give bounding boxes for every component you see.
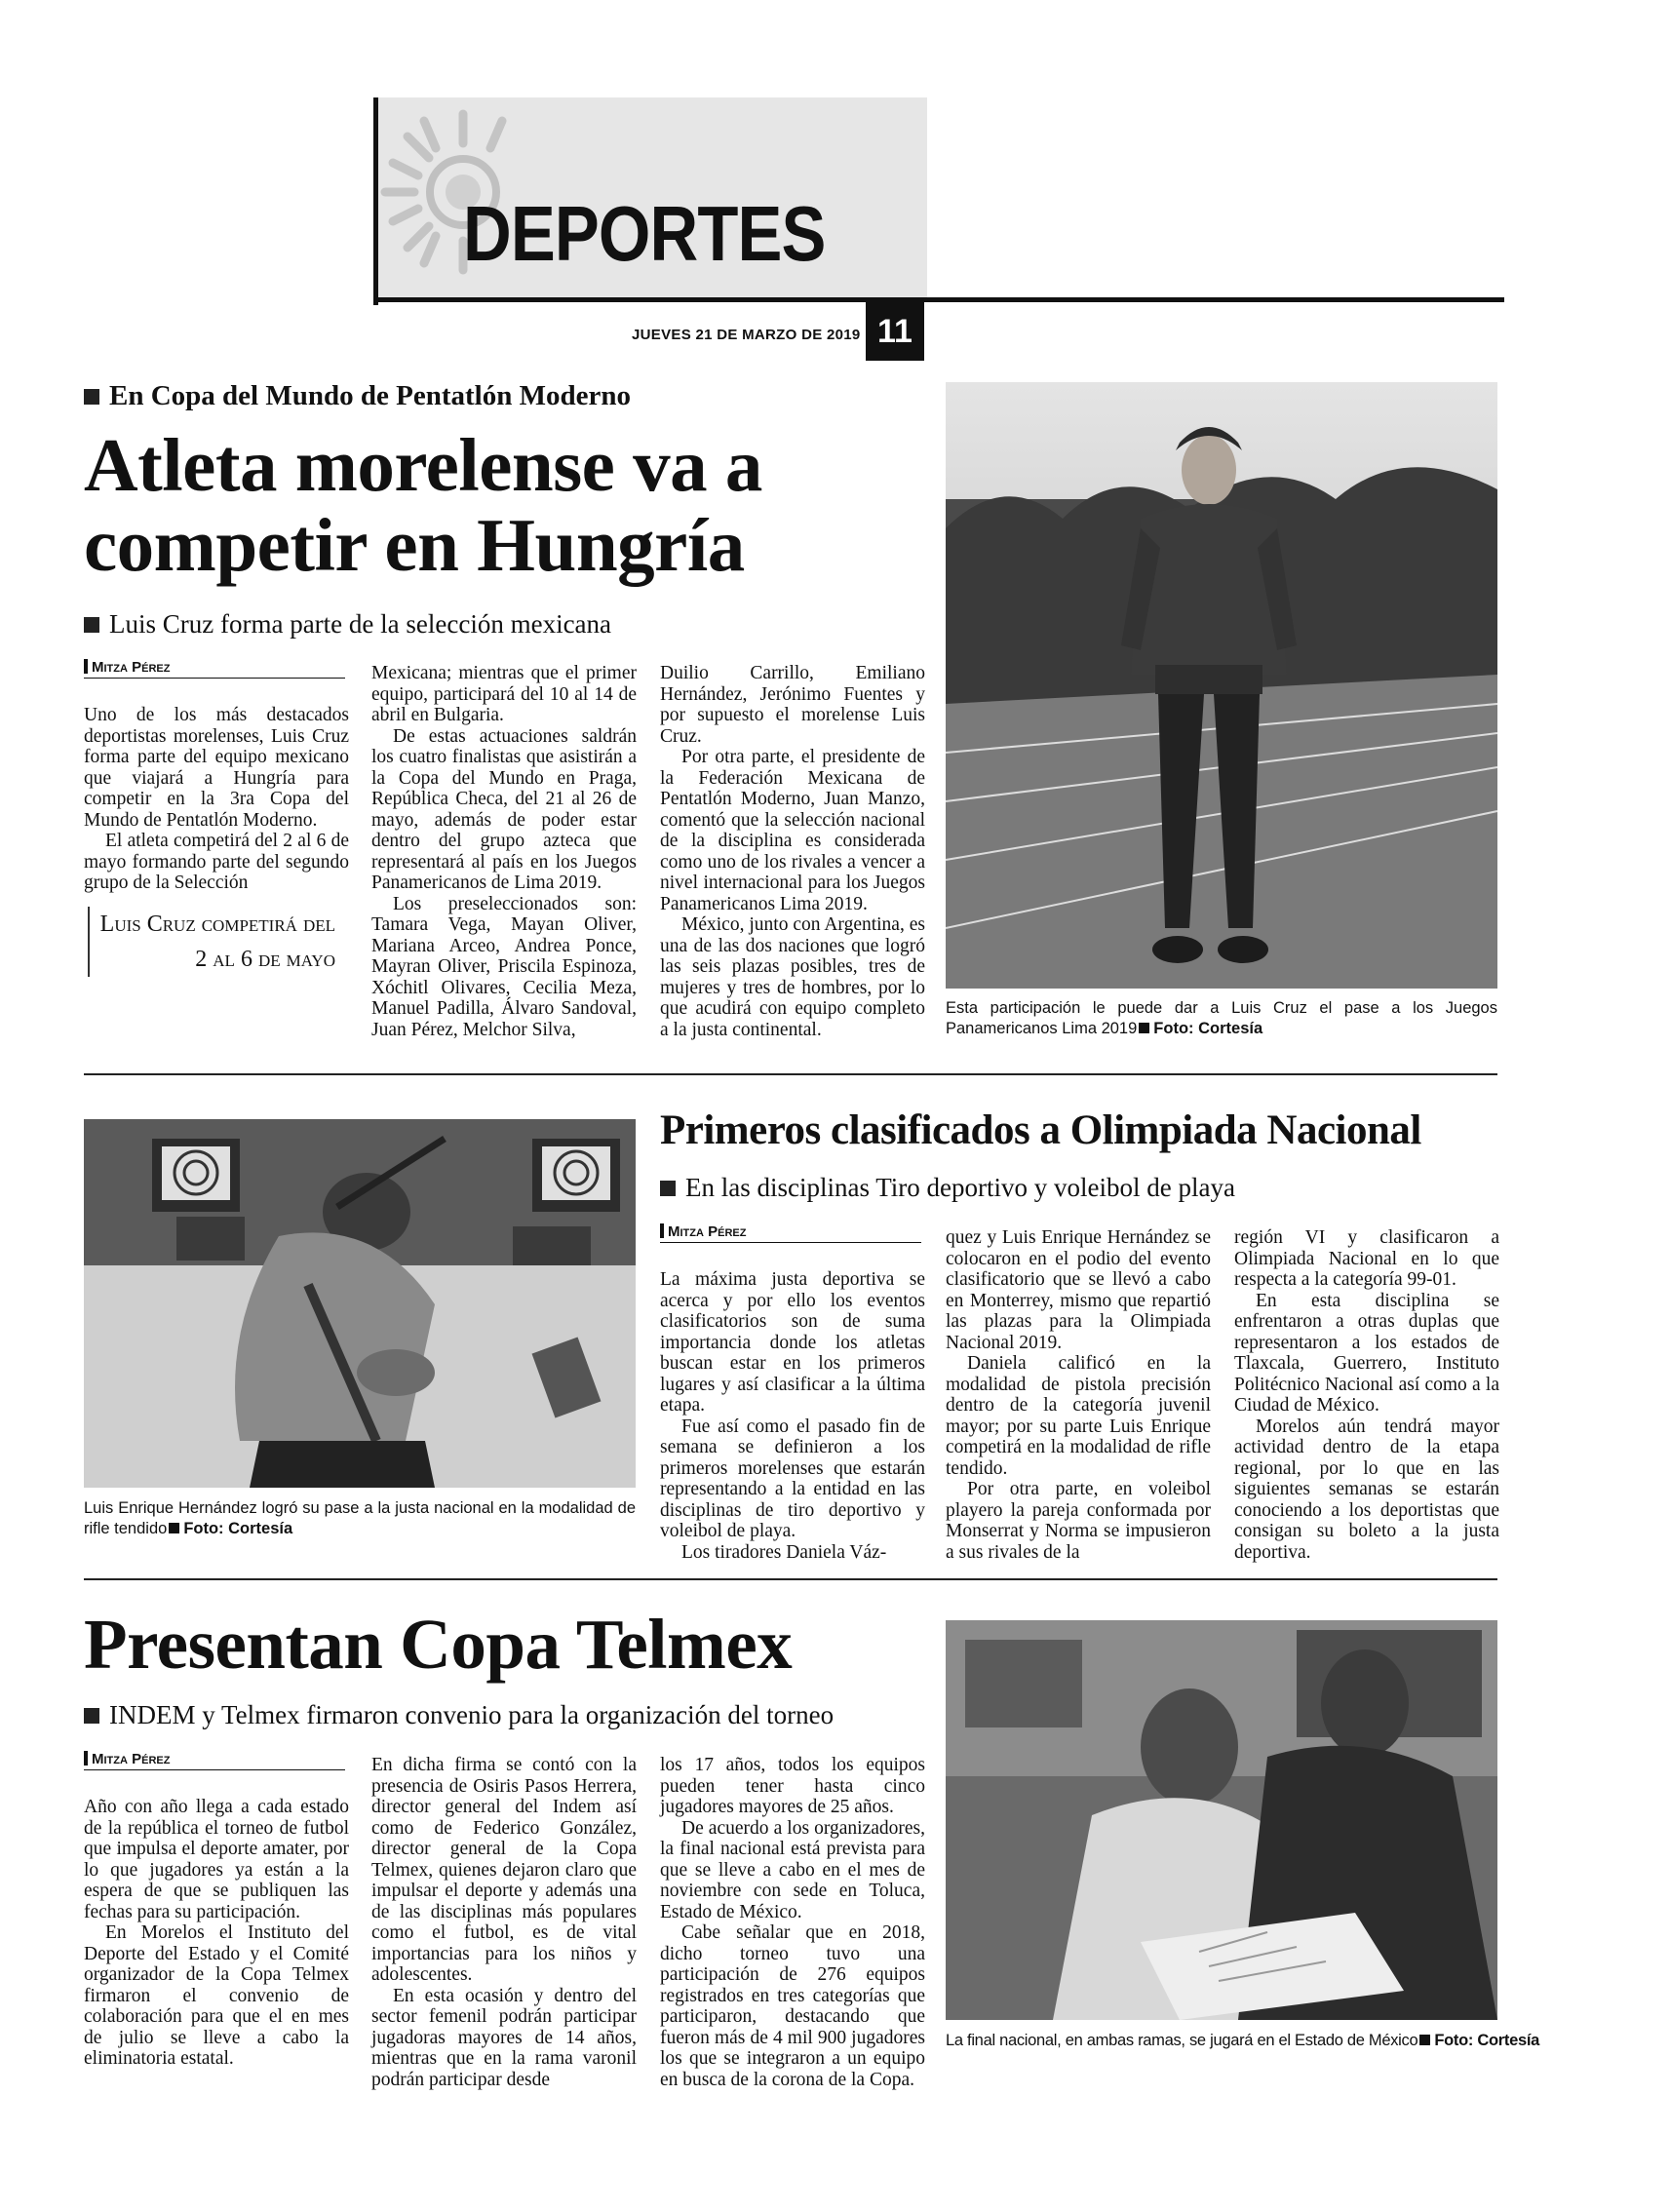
article1-caption: Esta participación le puede dar a Luis Cruz el pase a los Juegos Panamericanos Lima 2019 Foto: Cortesía [946, 999, 1497, 1037]
bullet-square-icon [84, 389, 99, 405]
article1-pullquote: Luis Cruz competirá del 2 al 6 de mayo [88, 907, 343, 977]
article1-photo-athlete [946, 382, 1497, 989]
article3-column-3: los 17 años, todos los equipos pueden tener hasta cinco jugadores mayores de 25 años. De acuerdo a los organizadores, la final nacional está prevista para que se lleve a cabo en el mes de noviembre con sede en Toluca, Estado de México. Cabe señalar que en 2018, dicho torneo tuvo una participación de 276 equipos registrados en tres categorías que participaron, destacando que fueron más de 4 mil 900 jugadores los que se integraron a un equipo en busca de la corona de la Copa. [660, 1755, 925, 2090]
article2-byline: Mitza Pérez [660, 1223, 921, 1243]
article1-kicker: En Copa del Mundo de Pentatlón Moderno [84, 380, 631, 412]
header-vertical-rule [373, 97, 378, 305]
article2-deck: En las disciplinas Tiro deportivo y voleibol de playa [660, 1173, 1235, 1203]
article3-column-2: En dicha firma se contó con la presencia de Osiris Pasos Herrera, director general del Indem así como de Federico González, director general de la Copa Telmex, quienes dejaron claro que impulsar el deporte y además una de las disciplinas más populares como el futbol, es de vital importancias para los niños y adolescentes. En esta ocasión y dentro del sector femenil podrán participar jugadoras mayores de 14 años, mientras que en la rama varonil podrán participar desde [371, 1755, 637, 2090]
article1-deck: Luis Cruz forma parte de la selección mexicana [84, 609, 611, 640]
section-title: DEPORTES [463, 190, 826, 277]
article1-column-1: Uno de los más destacados deportistas morelenses, Luis Cruz forma parte del equipo mexicano que viajará a Hungría para competir en la 3ra Copa del Mundo de Pentatlón Moderno. El atleta competirá del 2 al 6 de mayo formando parte del segundo grupo de la Selección [84, 705, 349, 893]
bullet-square-icon [84, 617, 99, 633]
article2-column-3: región VI y clasificaron a Olimpiada Nacional en lo que respecta a la categoría 99-01. En esta disciplina se enfrentaron a otras duplas que representaron a los estados de Tlaxcala, Guerrero, Instituto Politécnico Nacional así como a la Ciudad de México. Morelos aún tendrá mayor actividad dentro de la etapa regional, por lo que en las siguientes semanas se estarán conociendo a los deportistas que consigan su boleto a la justa deportiva. [1234, 1227, 1499, 1563]
article1-headline: Atleta morelense va a competir en Hungría [84, 423, 762, 588]
page-number: 11 [866, 302, 924, 361]
article3-column-1: Año con año llega a cada estado de la república el torneo de futbol que impulsa el deporte amater, por lo que jugadores ya están a la espera de que se publiquen las fechas para su participación. En Morelos el Instituto del Deporte del Estado y el Comité organizador de la Copa Telmex firmaron el convenio de colaboración para que el en mes de julio se lleve a cabo la eliminatoria estatal. [84, 1797, 349, 2069]
section-divider-2 [84, 1578, 1497, 1580]
article2-column-2: quez y Luis Enrique Hernández se colocaron en el podio del evento clasificatorio que se llevó a cabo en Monterrey, mismo que repartió las plazas para la Olimpiada Nacional 2019. Daniela calificó en la modalidad de pistola precisión dentro de la categoría juvenil mayor; por su parte Luis Enrique competirá en la modalidad de rifle tendido. Por otra parte, en voleibol playero la pareja conformada por Monserrat y Norma se impusieron a sus rivales de la [946, 1227, 1211, 1563]
article1-byline: Mitza Pérez [84, 659, 345, 679]
article2-caption: Luis Enrique Hernández logró su pase a la justa nacional en la modalidad de rifle tendido Foto: Cortesía [84, 1499, 636, 1537]
bullet-square-icon [660, 1181, 676, 1196]
article2-column-1: La máxima justa deportiva se acerca y por ello los eventos clasificatorios son de suma importancia donde los atletas buscan estar en los primeros lugares y así clasificar a la última etapa. Fue así como el pasado fin de semana se definieron a los primeros morelenses que estarán representando a la entidad en las disciplinas de tiro deportivo y voleibol de playa. Los tiradores Daniela Váz- [660, 1269, 925, 1563]
article2-photo-shooter [84, 1119, 636, 1488]
section-divider-1 [84, 1073, 1497, 1075]
article1-column-2: Mexicana; mientras que el primer equipo, participará del 10 al 14 de abril en Bulgaria. De estas actuaciones saldrán los cuatro finalistas que asistirán a la Copa del Mundo en Praga, República Checa, del 21 al 26 de mayo, además de poder estar dentro del grupo azteca que representará al país en los Juegos Panamericanos de Lima 2019. Los preseleccionados son: Tamara Vega, Mayan Oliver, Mariana Arceo, Andrea Ponce, Mayran Oliver, Priscila Espinoza, Xóchitl Olivares, Cecilia Meza, Manuel Padilla, Álvaro Sandoval, Juan Pérez, Melchor Silva, [371, 663, 637, 1040]
article3-photo-signing [946, 1620, 1497, 2020]
header-horizontal-rule [373, 297, 1504, 302]
article3-caption: La final nacional, en ambas ramas, se jugará en el Estado de México Foto: Cortesía [946, 2032, 1539, 2049]
article2-headline: Primeros clasificados a Olimpiada Nacional [660, 1107, 1421, 1153]
issue-date: JUEVES 21 DE MARZO DE 2019 [632, 327, 861, 343]
bullet-square-icon [84, 1708, 99, 1724]
article3-deck: INDEM y Telmex firmaron convenio para la organización del torneo [84, 1700, 834, 1730]
article1-column-3: Duilio Carrillo, Emiliano Hernández, Jerónimo Fuentes y por supuesto el morelense Luis Cruz. Por otra parte, el presidente de la Federación Mexicana de Pentatlón Moderno, Juan Manzo, comentó que la selección nacional de la disciplina es considerada como uno de los rivales a vencer a nivel internacional para los Juegos Panamericanos Lima 2019. México, junto con Argentina, es una de las dos naciones que logró las seis plazas posibles, tres de mujeres y tres de hombres, por lo que acudirá con equipo completo a la justa continental. [660, 663, 925, 1040]
article3-byline: Mitza Pérez [84, 1751, 345, 1770]
article3-headline: Presentan Copa Telmex [84, 1605, 793, 1684]
